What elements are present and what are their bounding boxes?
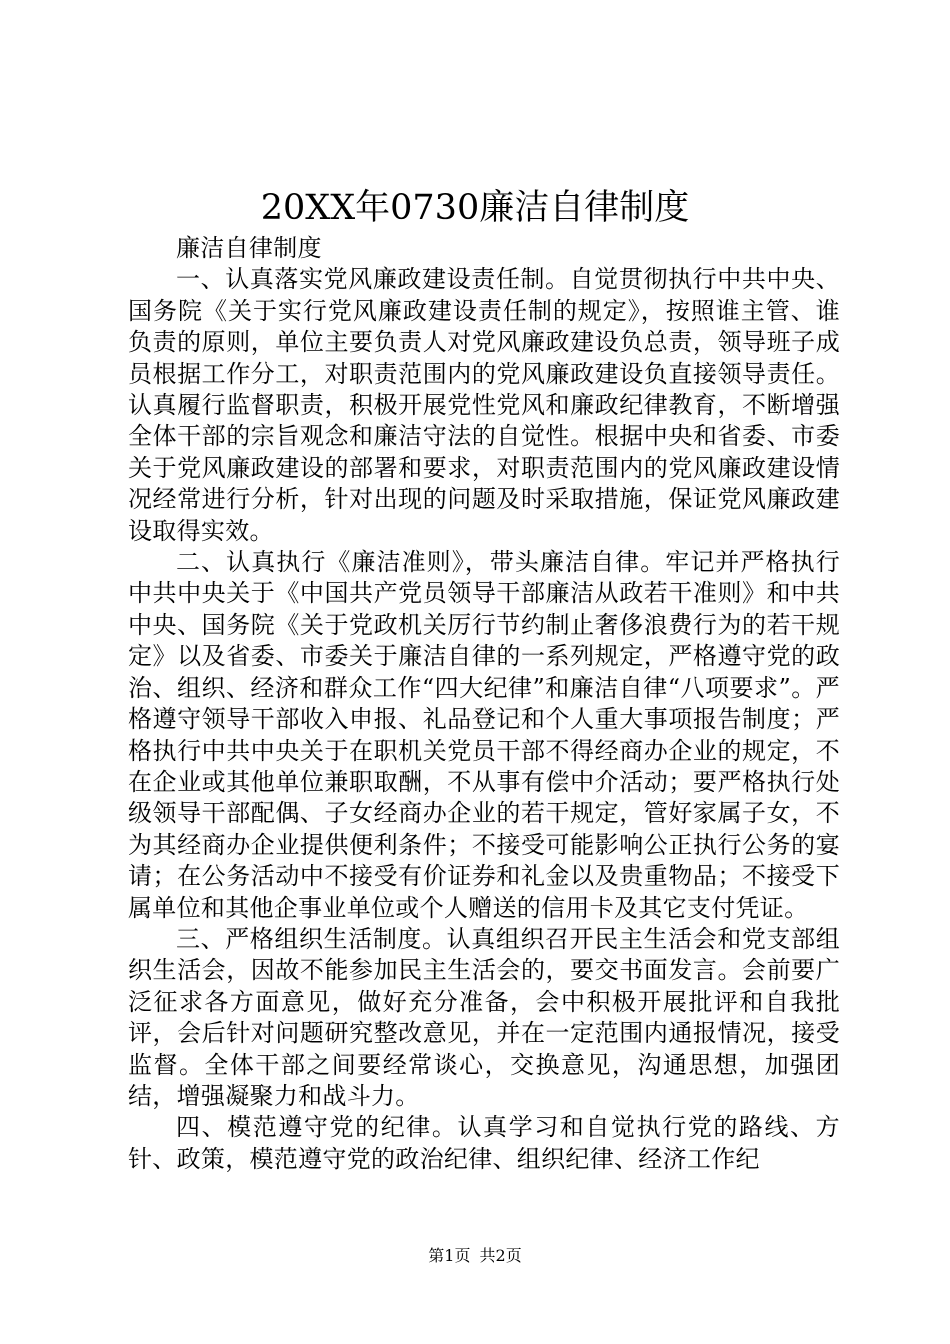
paragraph-2: 二、认真执行《廉洁准则》，带头廉洁自律。牢记并严格执行中共中央关于《中国共产党员领导干部廉洁从政若干准则》和中共中央、国务院《关于党政机关厉行节约制止奢侈浪费行为的若干规定》以及省委、市委关于廉洁自律的一系列规定，严格遵守党的政治、组织、经济和群众工作“四大纪律”和廉洁自律“八项要求”。严格遵守领导干部收入申报、礼品登记和个人重大事项报告制度；严格执行中共中央关于在职机关党员干部不得经商办企业的规定，不在企业或其他单位兼职取酬，不从事有偿中介活动；要严格执行处级领导干部配偶、子女经商办企业的若干规定，管好家属子女，不为其经商办企业提供便利条件；不接受可能影响公正执行公务的宴请；在公务活动中不接受有价证券和礼金以及贵重物品；不接受下属单位和其他企事业单位或个人赠送的信用卡及其它支付凭证。 bbox=[128, 548, 840, 922]
document-body bbox=[128, 233, 840, 1175]
paragraph-3: 三、严格组织生活制度。认真组织召开民主生活会和党支部组织生活会，因故不能参加民主生活会的，要交书面发言。会前要广泛征求各方面意见，做好充分准备，会中积极开展批评和自我批评，会后针对问题研究整改意见，并在一定范围内通报情况，接受监督。全体干部之间要经常谈心，交换意见，沟通思想，加强团结，增强凝聚力和战斗力。 bbox=[128, 924, 840, 1110]
document-title: 20XX年0730廉洁自律制度 bbox=[260, 188, 690, 228]
document-subtitle: 廉洁自律制度 bbox=[176, 234, 322, 262]
paragraph-4: 四、模范遵守党的纪律。认真学习和自觉执行党的路线、方针、政策，模范遵守党的政治纪律、组织纪律、经济工作纪 bbox=[128, 1113, 840, 1173]
paragraph-1: 一、认真落实党风廉政建设责任制。自觉贯彻执行中共中央、国务院《关于实行党风廉政建设责任制的规定》，按照谁主管、谁负责的原则，单位主要负责人对党风廉政建设负总责，领导班子成员根据工作分工，对职责范围内的党风廉政建设负直接领导责任。认真履行监督职责，积极开展党性党风和廉政纪律教育，不断增强全体干部的宗旨观念和廉洁守法的自觉性。根据中央和省委、市委关于党风廉政建设的部署和要求，对职责范围内的党风廉政建设情况经常进行分析，针对出现的问题及时采取措施，保证党风廉政建设取得实效。 bbox=[128, 265, 840, 545]
page-number: 第1页 bbox=[428, 1246, 471, 1265]
page-total: 共2页 bbox=[479, 1246, 522, 1265]
page-footer bbox=[0, 1244, 950, 1268]
